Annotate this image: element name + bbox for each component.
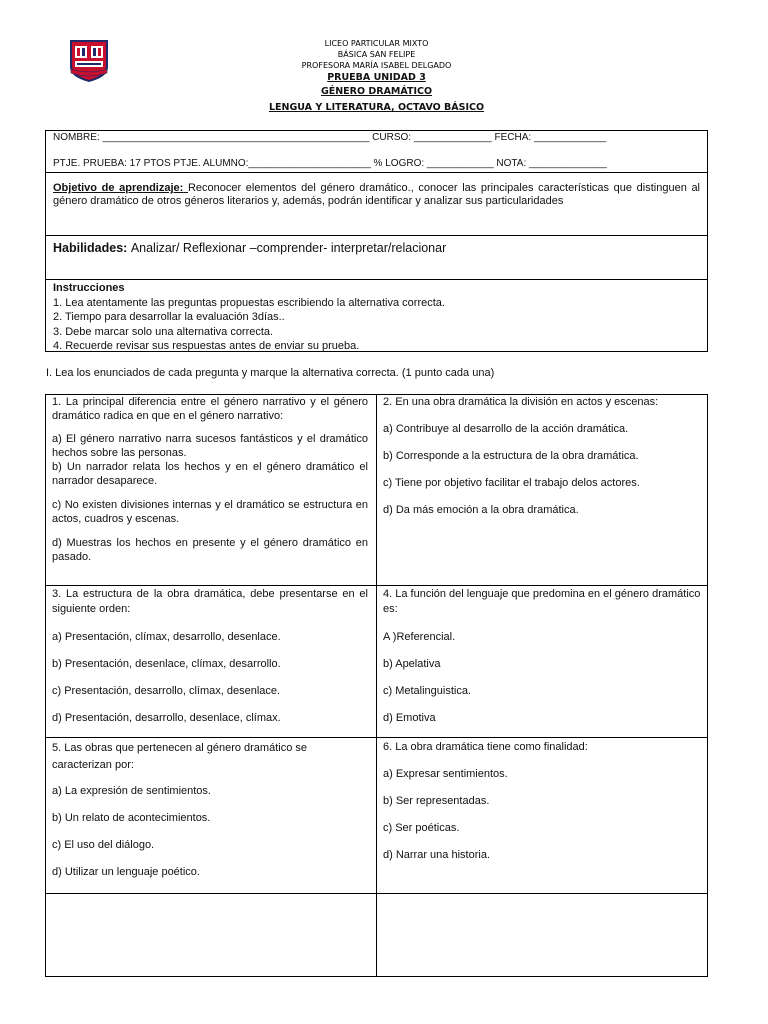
question-1 (52, 395, 368, 564)
option-d[interactable]: d) Presentación, desarrollo, desenlace, clímax. (52, 712, 281, 724)
question-6 (383, 740, 701, 862)
question-5 (52, 740, 362, 879)
document-header (200, 38, 553, 115)
instrucciones-title: Instrucciones (53, 282, 125, 294)
question-4 (383, 587, 701, 725)
grid-divider-row2 (45, 737, 708, 738)
question-3 (52, 587, 368, 725)
question-stem: 6. La obra dramática tiene como finalidad: (383, 741, 588, 753)
option-b[interactable]: b) Corresponde a la estructura de la obra dramática. (383, 450, 639, 462)
objetivo-label: Objetivo de aprendizaje: (53, 182, 184, 194)
empty-cell-left (46, 894, 376, 976)
option-d[interactable]: d) Narrar una historia. (383, 849, 490, 861)
objetivo-section (46, 173, 707, 236)
question-stem: 1. La principal diferencia entre el género narrativo y el género dramático radica en que en el género narrativo: (52, 396, 368, 422)
genre-title: GÉNERO DRAMÁTICO (320, 86, 433, 97)
objetivo-text: Reconocer elementos del género dramático., conocer las principales características que distinguen al género dramático de otros géneros literarios y, además, podrán identificar y analizar sus particularidades (53, 182, 701, 207)
school-subtitle: BÁSICA SAN FELIPE (337, 50, 416, 59)
option-d[interactable]: d) Utilizar un lenguaje poético. (52, 866, 200, 878)
habilidades-text: Analizar/ Reflexionar –comprender- interpretar/relacionar (130, 241, 447, 255)
school-crest-logo (67, 37, 111, 83)
instrucciones-section (46, 280, 707, 354)
option-a[interactable]: a) Presentación, clímax, desarrollo, desenlace. (52, 631, 281, 643)
option-a[interactable]: A )Referencial. (383, 631, 456, 643)
question-stem: 2. En una obra dramática la división en actos y escenas: (383, 396, 659, 408)
student-data-section (46, 131, 707, 173)
question-stem: 3. La estructura de la obra dramática, debe presentarse en el siguiente orden: (52, 588, 368, 615)
option-c[interactable]: c) Presentación, desarrollo, clímax, desenlace. (52, 685, 281, 697)
option-b[interactable]: b) Un narrador relata los hechos y en el género dramático el narrador desaparece. (52, 461, 368, 487)
school-name: LICEO PARTICULAR MIXTO (324, 39, 429, 48)
score-row: PTJE. PRUEBA: 17 PTOS PTJE. ALUMNO:______________________ % LOGRO: ____________ NOTA: ______________ (53, 158, 607, 169)
test-title: PRUEBA UNIDAD 3 (327, 72, 426, 83)
option-d[interactable]: d) Emotiva (383, 712, 436, 724)
option-c[interactable]: c) Metalinguistica. (383, 685, 472, 697)
option-c[interactable]: c) El uso del diálogo. (52, 839, 155, 851)
grid-divider-vertical (376, 394, 377, 977)
option-d[interactable]: d) Muestras los hechos en presente y el género dramático en pasado. (52, 537, 368, 563)
option-a[interactable]: a) Contribuye al desarrollo de la acción dramática. (383, 423, 629, 435)
habilidades-section (46, 236, 707, 280)
instruction-item: 1. Lea atentamente las preguntas propuestas escribiendo la alternativa correcta. (53, 296, 445, 309)
question-stem: 5. Las obras que pertenecen al género dramático se caracterizan por: (52, 742, 307, 771)
option-c[interactable]: c) Ser poéticas. (383, 822, 460, 834)
name-course-date-row: NOMBRE: ________________________________________________ CURSO: ______________ FECHA: _____________ (53, 132, 607, 143)
option-a[interactable]: a) El género narrativo narra sucesos fantásticos y el dramático hechos sobre las personas. (52, 433, 368, 459)
instruction-item: 2. Tiempo para desarrollar la evaluación 3días.. (53, 311, 285, 323)
instruction-item: 3. Debe marcar solo una alternativa correcta. (53, 325, 274, 338)
option-b[interactable]: b) Presentación, desenlace, clímax, desarrollo. (52, 658, 281, 670)
question-stem: 4. La función del lenguaje que predomina en el género dramático es: (383, 588, 701, 615)
option-c[interactable]: c) Tiene por objetivo facilitar el trabajo delos actores. (383, 477, 640, 489)
teacher-name: PROFESORA MARÍA ISABEL DELGADO (301, 61, 452, 70)
grid-divider-row1 (45, 585, 708, 586)
course-title: LENGUA Y LITERATURA, OCTAVO BÁSICO (268, 102, 485, 113)
instruction-item: 4. Recuerde revisar sus respuestas antes de enviar su prueba. (53, 340, 360, 352)
question-2 (383, 395, 701, 517)
empty-cell-right (377, 894, 707, 976)
option-a[interactable]: a) La expresión de sentimientos. (52, 785, 211, 797)
section-intro: I. Lea los enunciados de cada pregunta y marque la alternativa correcta. (1 punto cada una) (46, 367, 495, 379)
option-c[interactable]: c) No existen divisiones internas y el dramático se estructura en actos, cuadros y escenas. (52, 499, 368, 525)
option-b[interactable]: b) Apelativa (383, 658, 441, 670)
option-b[interactable]: b) Ser representadas. (383, 795, 490, 807)
option-a[interactable]: a) Expresar sentimientos. (383, 768, 508, 780)
habilidades-label: Habilidades: (53, 241, 128, 255)
option-d[interactable]: d) Da más emoción a la obra dramática. (383, 504, 579, 516)
option-b[interactable]: b) Un relato de acontecimientos. (52, 812, 211, 824)
info-box (45, 130, 708, 352)
